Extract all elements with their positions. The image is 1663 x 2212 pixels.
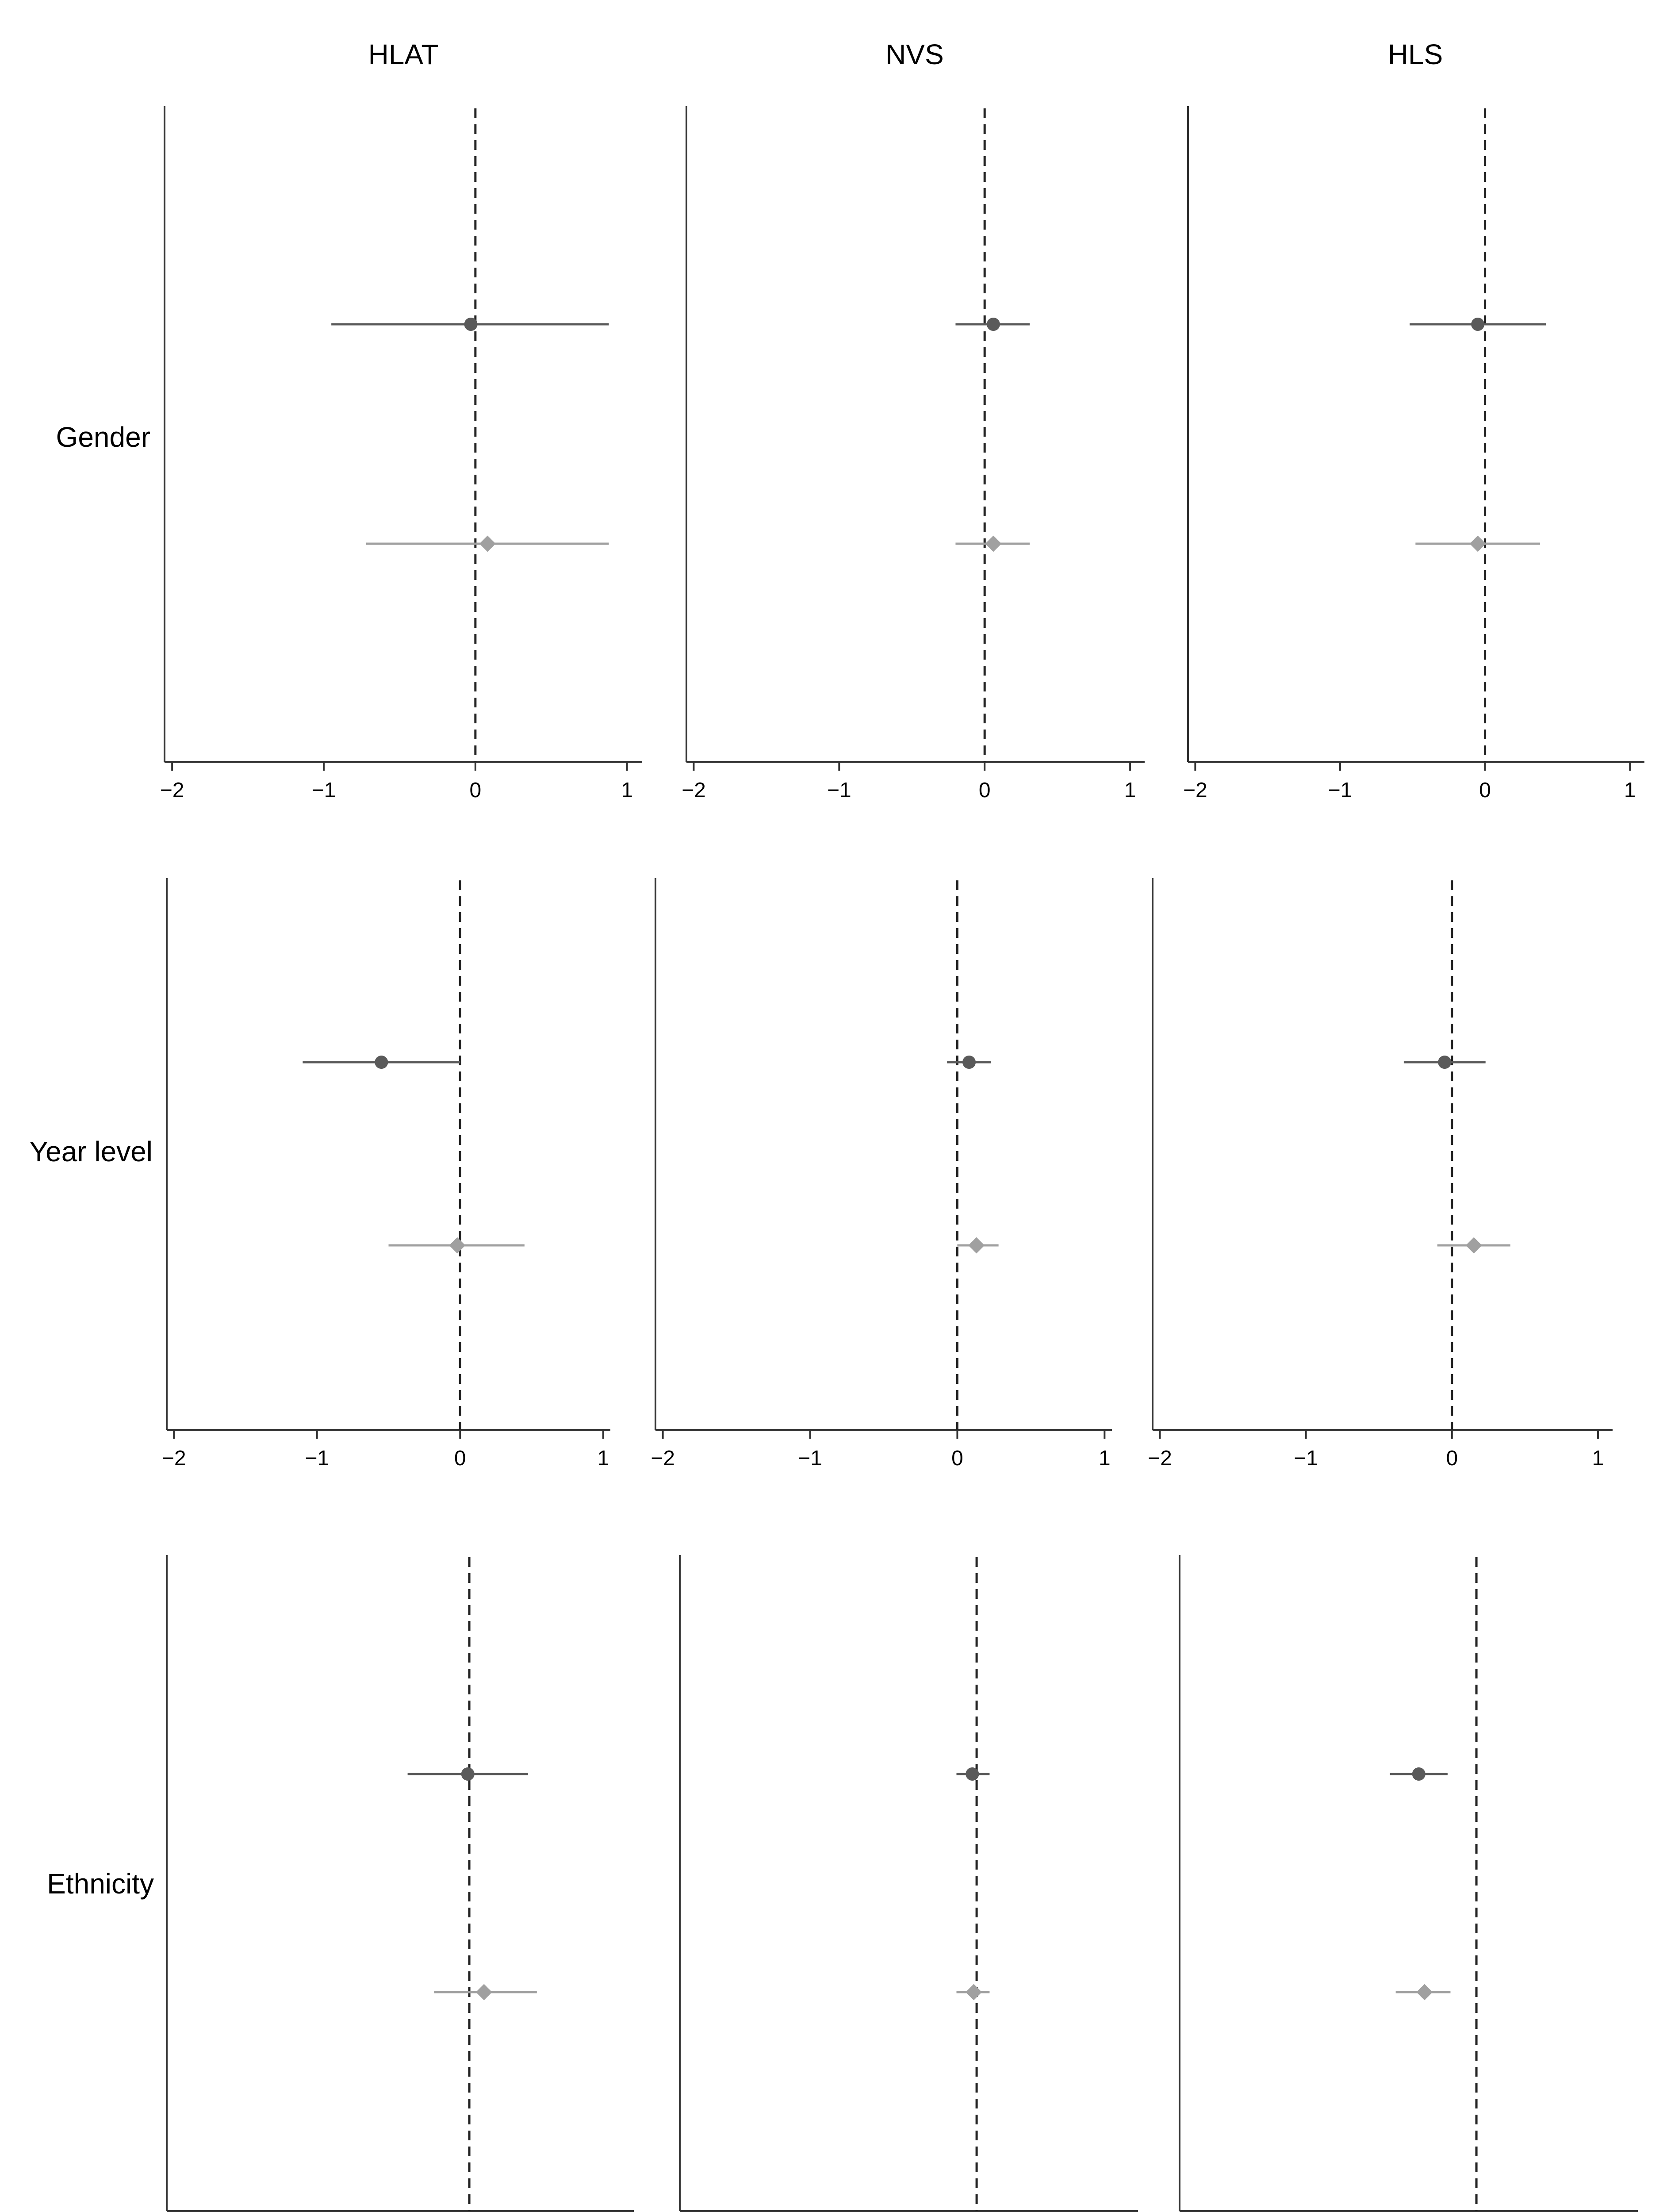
point-estimate-unadjusted bbox=[461, 1767, 475, 1781]
x-tick-label: 0 bbox=[454, 1447, 466, 1470]
point-estimate-adjusted bbox=[449, 1237, 465, 1254]
x-tick-label: 1 bbox=[1592, 1447, 1604, 1470]
panel-ethnicity-hls bbox=[1180, 1555, 1638, 2212]
panel-year-level-nvs bbox=[651, 878, 1112, 1470]
x-tick-label: −1 bbox=[798, 1447, 822, 1470]
panel-gender-hlat bbox=[160, 106, 642, 802]
point-estimate-unadjusted bbox=[1438, 1056, 1451, 1069]
panel-year-level-hlat bbox=[162, 878, 610, 1470]
panel-year-level-hls bbox=[1148, 878, 1613, 1470]
row-label-gender: Gender bbox=[56, 421, 150, 453]
x-tick-label: −2 bbox=[161, 1447, 186, 1470]
x-tick-label: −1 bbox=[827, 779, 851, 802]
panel-gender-nvs bbox=[682, 106, 1145, 802]
x-tick-label: −1 bbox=[311, 779, 336, 802]
x-tick-label: −2 bbox=[160, 779, 184, 802]
point-estimate-adjusted bbox=[476, 1984, 492, 2001]
column-title-nvs: NVS bbox=[885, 38, 944, 70]
point-estimate-adjusted bbox=[968, 1237, 985, 1254]
panel-gender-hls bbox=[1183, 106, 1644, 802]
x-tick-label: 1 bbox=[621, 779, 633, 802]
point-estimate-unadjusted bbox=[987, 318, 1000, 331]
x-tick-label: −2 bbox=[682, 779, 706, 802]
panel-ethnicity-hlat bbox=[167, 1555, 634, 2212]
point-estimate-adjusted bbox=[1470, 536, 1486, 552]
x-tick-label: 1 bbox=[1124, 779, 1136, 802]
point-estimate-unadjusted bbox=[375, 1056, 388, 1069]
x-tick-label: 0 bbox=[951, 1447, 963, 1470]
x-tick-label: 0 bbox=[978, 779, 991, 802]
point-estimate-unadjusted bbox=[962, 1056, 976, 1069]
x-tick-label: 1 bbox=[1099, 1447, 1111, 1470]
x-tick-label: −2 bbox=[1183, 779, 1207, 802]
x-tick-label: 0 bbox=[1479, 779, 1491, 802]
point-estimate-unadjusted bbox=[966, 1767, 979, 1781]
x-tick-label: −2 bbox=[651, 1447, 675, 1470]
point-estimate-adjusted bbox=[1416, 1984, 1433, 2001]
column-title-hls: HLS bbox=[1387, 38, 1443, 70]
point-estimate-adjusted bbox=[1466, 1237, 1482, 1254]
x-tick-label: 0 bbox=[469, 779, 482, 802]
x-tick-label: 0 bbox=[1446, 1447, 1458, 1470]
panels-layer bbox=[160, 106, 1644, 2212]
x-tick-label: 1 bbox=[597, 1447, 609, 1470]
panel-ethnicity-nvs bbox=[680, 1555, 1138, 2212]
x-tick-label: −1 bbox=[1294, 1447, 1318, 1470]
point-estimate-unadjusted bbox=[1412, 1767, 1425, 1781]
x-tick-label: −1 bbox=[1328, 779, 1353, 802]
column-title-hlat: HLAT bbox=[368, 38, 439, 70]
point-estimate-unadjusted bbox=[1471, 318, 1484, 331]
row-label-ethnicity: Ethnicity bbox=[47, 1868, 154, 1900]
row-label-year-level: Year level bbox=[29, 1136, 153, 1167]
point-estimate-adjusted bbox=[985, 536, 1002, 552]
point-estimate-unadjusted bbox=[464, 318, 478, 331]
x-tick-label: 1 bbox=[1624, 779, 1636, 802]
x-tick-label: −2 bbox=[1148, 1447, 1172, 1470]
point-estimate-adjusted bbox=[966, 1984, 982, 2001]
point-estimate-adjusted bbox=[479, 536, 496, 552]
x-tick-label: −1 bbox=[305, 1447, 330, 1470]
